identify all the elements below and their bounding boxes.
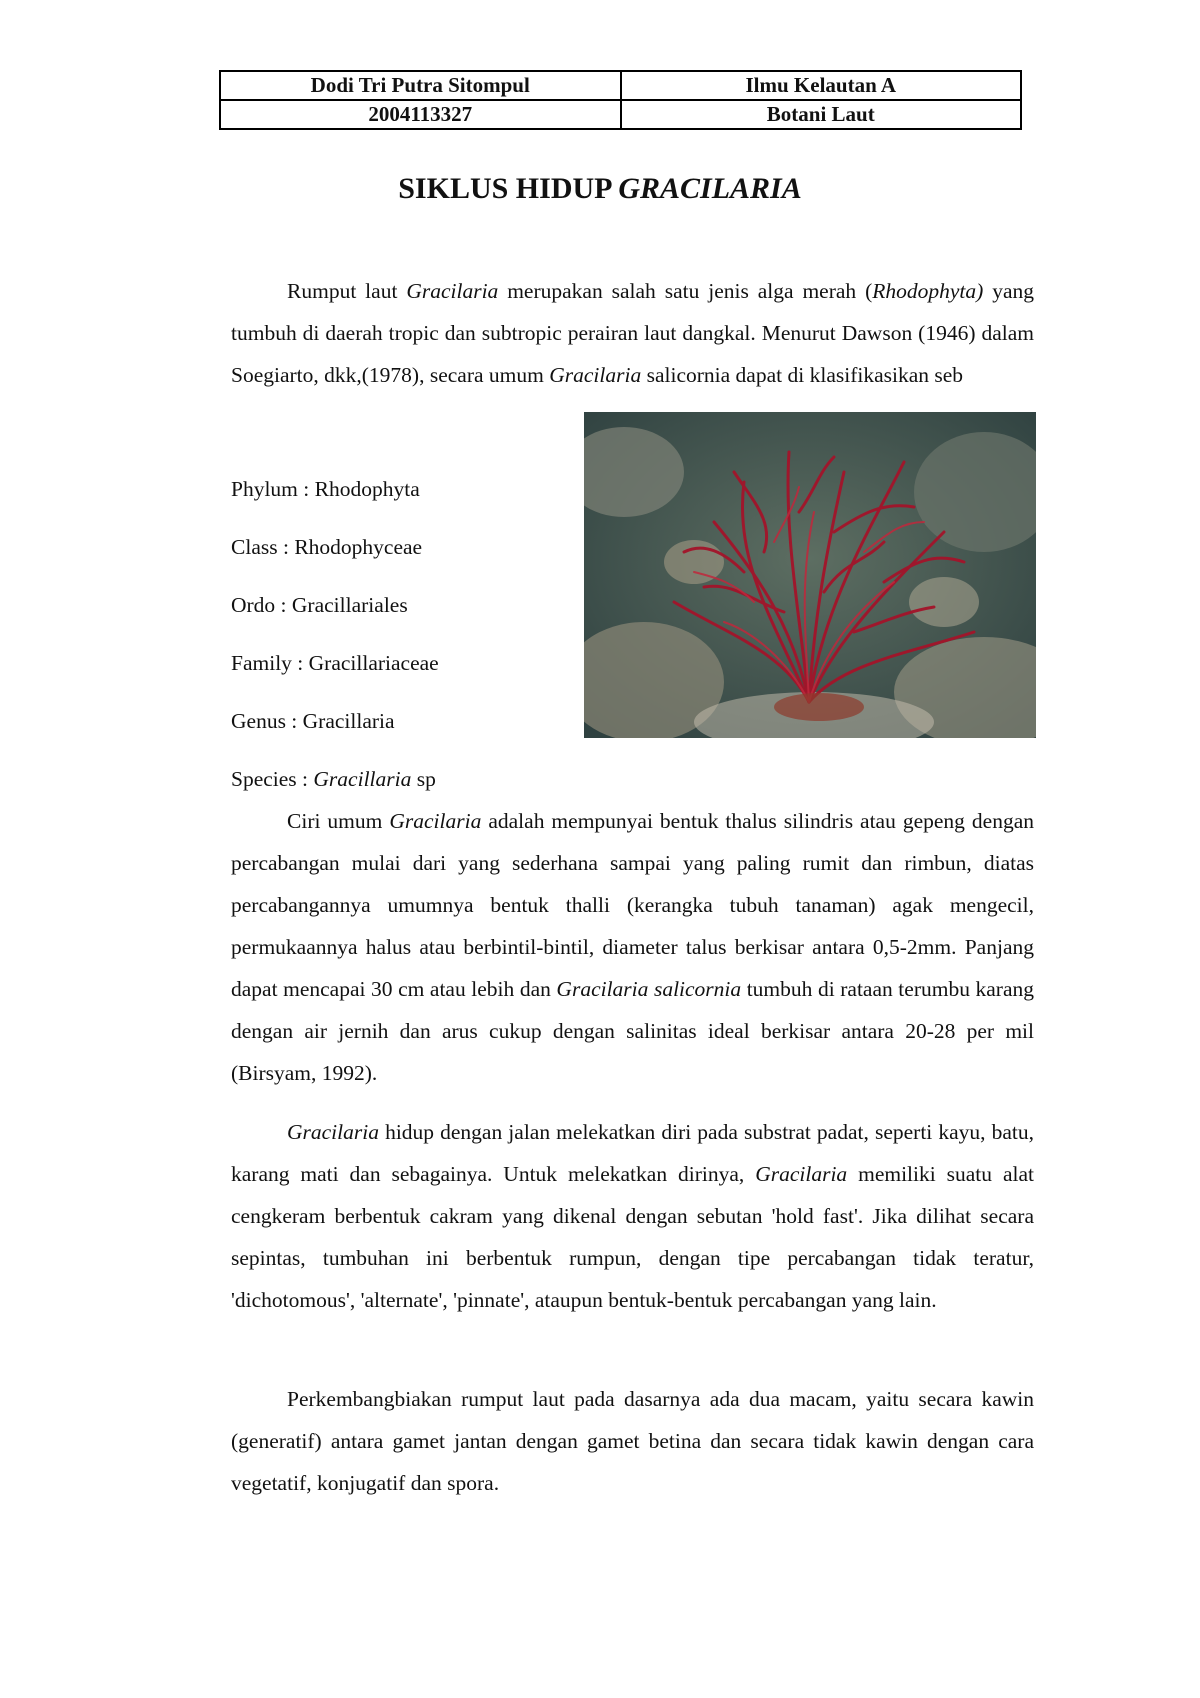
classification-family: Family : Gracillariaceae <box>231 651 439 675</box>
student-id: 2004113327 <box>220 100 621 129</box>
text-run: memiliki suatu alat cengkeram berbentuk cakram yang dikenal dengan sebutan 'hold fast'. Jika dilihat secara sepintas, tumbuhan ini berbentuk rumpun, dengan tipe percabangan tidak teratur, 'dichotomous', 'alternate', 'pinnate', ataupun bentuk-bentuk percabangan yang lain. <box>231 1162 1034 1312</box>
text-run: yang tumbuh di daerah tropic dan subtropic perairan laut dangkal. Menurut Dawson (1946) dalam Soegiarto, dkk,(1978), secara umum <box>231 279 1034 387</box>
classification-phylum: Phylum : Rhodophyta <box>231 477 420 501</box>
paragraph-characteristics <box>231 800 1034 1094</box>
document-title <box>0 172 1200 206</box>
text-run: Perkembangbiakan rumput laut pada dasarnya ada dua macam, yaitu secara kawin (generatif) antara gamet jantan dengan gamet betina dan secara tidak kawin dengan cara vegetatif, konjugatif dan spora. <box>231 1387 1034 1495</box>
italic-run: Gracilaria <box>287 1120 379 1144</box>
author-name: Dodi Tri Putra Sitompul <box>220 71 621 100</box>
italic-run: Gracilaria <box>389 809 482 833</box>
italic-run: Gracilaria <box>549 363 642 387</box>
classification-genus: Genus : Gracillaria <box>231 709 395 733</box>
paragraph-attachment <box>231 1111 1034 1321</box>
text-run: Rumput laut <box>287 279 407 303</box>
course-name: Botani Laut <box>621 100 1022 129</box>
classification-class: Class : Rhodophyceae <box>231 535 423 559</box>
italic-run: Gracilaria salicornia <box>556 977 742 1001</box>
gracilaria-photo <box>584 412 1036 738</box>
text-run: Ciri umum <box>287 809 390 833</box>
text-run: sp <box>411 767 436 791</box>
title-plain: SIKLUS HIDUP <box>398 172 619 205</box>
text-run: merupakan salah satu jenis alga merah ( <box>498 279 873 303</box>
header-table <box>219 70 1022 130</box>
study-program: Ilmu Kelautan A <box>621 71 1022 100</box>
title-italic: GRACILARIA <box>618 172 802 205</box>
text-run: hidup dengan jalan melekatkan diri pada substrat padat, seperti kayu, batu, karang mati dan sebagainya. Untuk melekatkan dirinya, <box>231 1120 1034 1186</box>
italic-run: Gracilaria <box>755 1162 848 1186</box>
paragraph-intro <box>231 270 1034 396</box>
text-run: adalah mempunyai bentuk thalus silindris atau gepeng dengan percabangan mulai dari yang sederhana sampai yang paling rumit dan rimbun, diatas percabangannya umumnya bentuk thalli (kerangka tubuh tanaman) agak mengecil, permukaannya halus atau berbintil-bintil, diameter talus berkisar antara 0,5-2mm. Panjang dapat mencapai 30 cm atau lebih dan <box>231 809 1034 1001</box>
text-run: tumbuh di rataan terumbu karang dengan air jernih dan arus cukup dengan salinitas ideal berkisar antara 20-28 per mil (Birsyam, 1992). <box>231 977 1035 1085</box>
text-run: Species : <box>231 767 314 791</box>
italic-run: Rhodophyta) <box>872 279 984 303</box>
italic-run: Gracilaria <box>406 279 499 303</box>
text-run: salicornia dapat di klasifikasikan seb <box>641 363 964 387</box>
paragraph-reproduction <box>231 1378 1034 1504</box>
classification-ordo: Ordo : Gracillariales <box>231 593 408 617</box>
seaweed-illustration <box>584 412 1036 738</box>
italic-run: Gracillaria <box>313 767 412 791</box>
